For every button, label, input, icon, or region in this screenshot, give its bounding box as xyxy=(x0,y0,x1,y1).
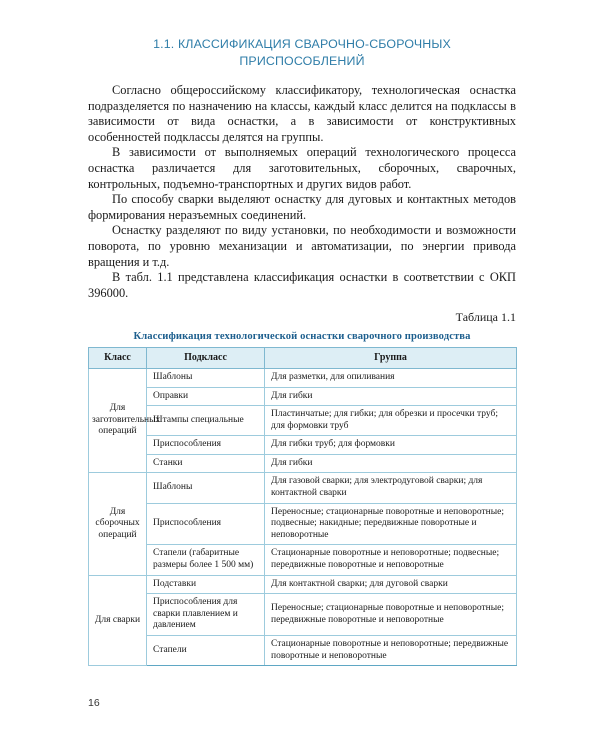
table-cell-subclass: Шаблоны xyxy=(147,473,265,503)
table-cell-subclass: Подставки xyxy=(147,575,265,594)
table-cell-subclass: Приспособления для сварки плавлением и давлением xyxy=(147,594,265,636)
table-cell-subclass: Приспособления xyxy=(147,503,265,545)
page-number: 16 xyxy=(88,697,100,709)
table-cell-class: Для заготовительных операций xyxy=(89,368,147,473)
table-row xyxy=(89,594,517,636)
table-row xyxy=(89,406,517,436)
table-cell-subclass: Стапели (габаритные размеры более 1 500 мм) xyxy=(147,545,265,575)
paragraph-1: Согласно общероссийскому классификатору, технологическая оснастка подразделяется по назначению на классы, каждый класс делится на подклассы в зависимости от вида оснастки, а в зависимости от конструктивных особенностей подклассы делятся на группы. xyxy=(88,83,516,144)
table-cell-group: Переносные; стационарные поворотные и неповоротные; подвесные; накидные; передвижные поворотные и неповоротные xyxy=(265,503,517,545)
paragraph-3: По способу сварки выделяют оснастку для дуговых и контактных методов формирования неразъемных соединений. xyxy=(88,192,516,222)
table-cell-group: Для гибки труб; для формовки xyxy=(265,436,517,455)
table-cell-group: Для гибки xyxy=(265,387,517,406)
table-cell-group: Для контактной сварки; для дуговой сварки xyxy=(265,575,517,594)
column-header-class: Класс xyxy=(89,348,147,369)
table-cell-group: Для разметки, для опиливания xyxy=(265,368,517,387)
table-row xyxy=(89,503,517,545)
table-cell-group: Стационарные поворотные и неповоротные; подвесные; передвижные поворотные и неповоротные xyxy=(265,545,517,575)
table-caption: Классификация технологической оснастки сварочного производства xyxy=(133,331,471,343)
table-cell-subclass: Штампы специальные xyxy=(147,406,265,436)
paragraph-4: Оснастку разделяют по виду установки, по необходимости и возможности поворота, по уровню механизации и автоматизации, по энергии привода вращения и т.д. xyxy=(88,223,516,269)
table-row xyxy=(89,545,517,575)
column-header-subclass: Подкласс xyxy=(147,348,265,369)
table-cell-subclass: Шаблоны xyxy=(147,368,265,387)
table-cell-group: Пластинчатые; для гибки; для обрезки и просечки труб; для формовки труб xyxy=(265,406,517,436)
table-row xyxy=(89,454,517,473)
table-head xyxy=(89,348,517,369)
table-cell-group: Переносные; стационарные поворотные и неповоротные; передвижные поворотные и неповоротные xyxy=(265,594,517,636)
table-cell-subclass: Станки xyxy=(147,454,265,473)
table-cell-class: Для сварки xyxy=(89,575,147,666)
page-title: 1.1. КЛАССИФИКАЦИЯ СВАРОЧНО-СБОРОЧНЫХ ПРИСПОСОБЛЕНИЙ xyxy=(153,37,451,68)
paragraph-2: В зависимости от выполняемых операций технологического процесса оснастка различается для заготовительных, сборочных, сварочных, контрольных, подъемно-транспортных и других видов работ. xyxy=(88,145,516,191)
column-header-group: Группа xyxy=(265,348,517,369)
table-row xyxy=(89,387,517,406)
table-row xyxy=(89,473,517,503)
table-header-row xyxy=(89,348,517,369)
table-cell-class: Для сборочных операций xyxy=(89,473,147,575)
table-cell-subclass: Оправки xyxy=(147,387,265,406)
table-row xyxy=(89,368,517,387)
classification-table xyxy=(88,347,517,666)
table-cell-group: Стационарные поворотные и неповоротные; передвижные поворотные и неповоротные xyxy=(265,636,517,666)
page-content xyxy=(88,36,516,666)
table-cell-group: Для газовой сварки; для электродуговой сварки; для контактной сварки xyxy=(265,473,517,503)
table-row xyxy=(89,636,517,666)
table-row xyxy=(89,575,517,594)
table-number-label: Таблица 1.1 xyxy=(455,310,516,325)
table-body xyxy=(89,368,517,665)
paragraph-5: В табл. 1.1 представлена классификация оснастки в соответствии с ОКП 396000. xyxy=(88,270,516,300)
table-cell-subclass: Стапели xyxy=(147,636,265,666)
table-row xyxy=(89,436,517,455)
table-cell-group: Для гибки xyxy=(265,454,517,473)
table-cell-subclass: Приспособления xyxy=(147,436,265,455)
